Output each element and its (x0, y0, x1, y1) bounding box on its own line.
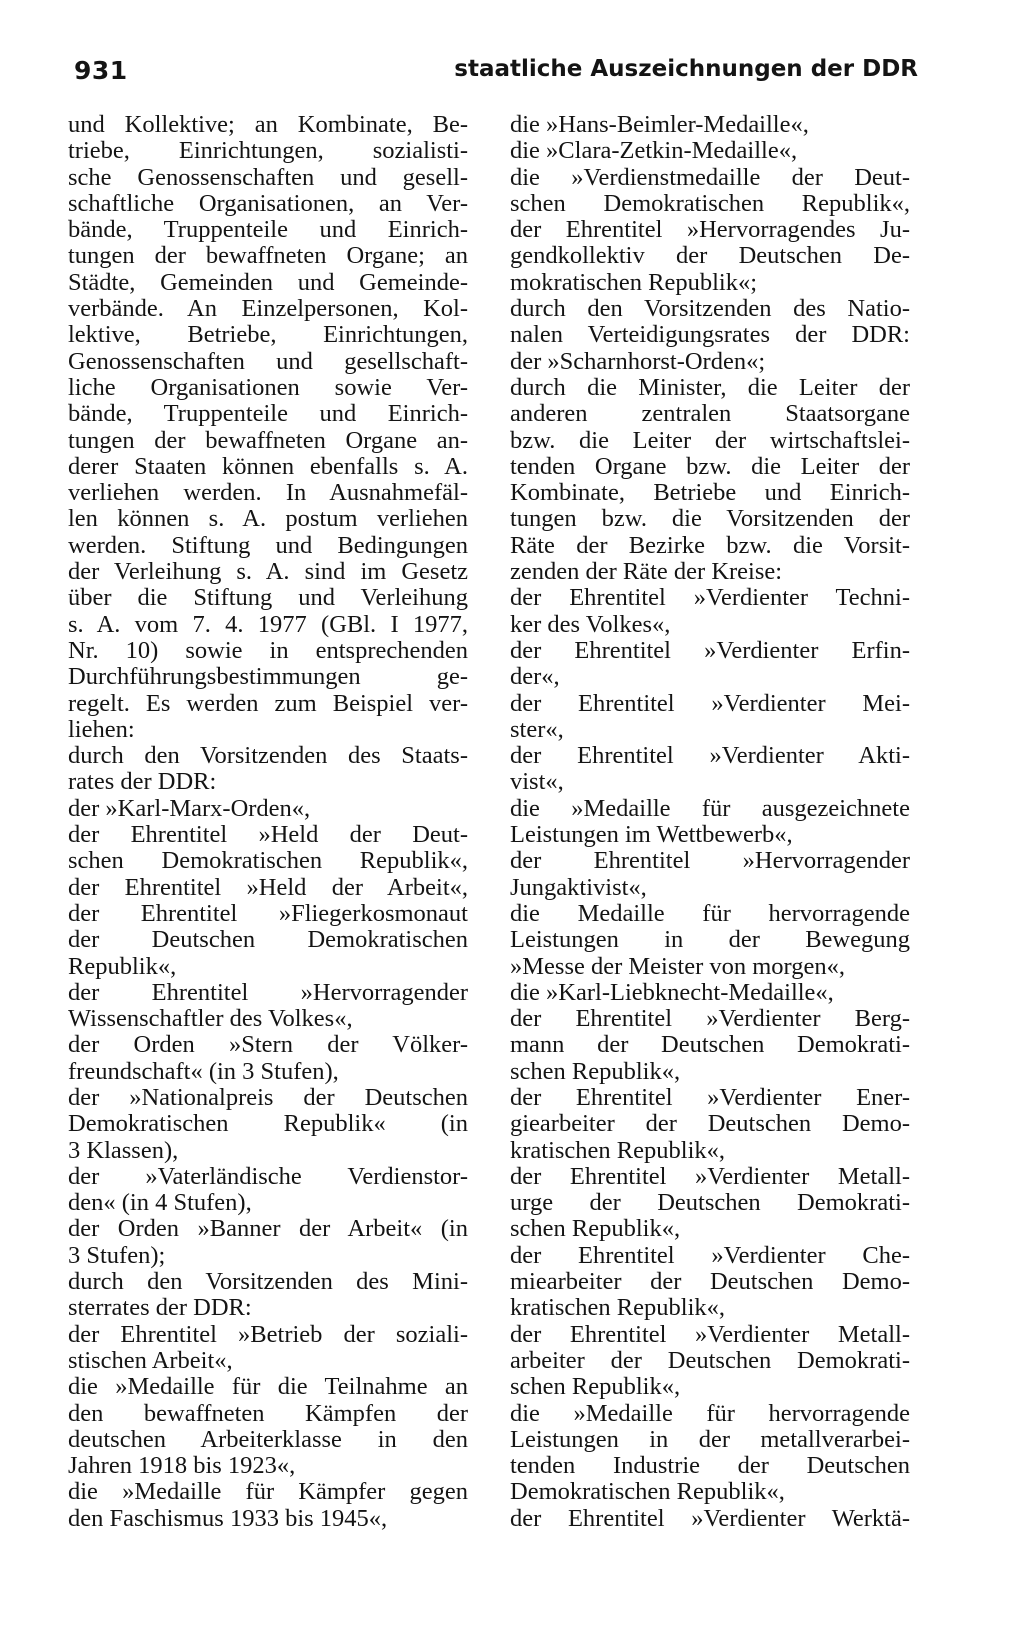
text-line: liehen: (68, 716, 135, 743)
text-line: Durchführungsbestimmungen ge- (68, 664, 468, 691)
text-line: urge der Deutschen Demokrati- (510, 1190, 910, 1217)
text-line: vist«, (510, 769, 564, 796)
text-line: Jungaktivist«, (510, 874, 647, 901)
page-header (74, 56, 918, 92)
text-line: Nr. 10) sowie in entsprechenden (68, 637, 468, 664)
text-line: 3 Klassen), (68, 1137, 179, 1164)
right-text-column (510, 112, 910, 1532)
text-line: Genossenschaften und gesellschaft- (68, 348, 468, 375)
text-line: der Ehrentitel »Verdienter Metall- (510, 1321, 910, 1348)
left-text-column (68, 112, 468, 1532)
text-line: der Ehrentitel »Held der Deut- (68, 822, 468, 849)
text-line: bände, Truppenteile und Einrich- (68, 401, 468, 428)
text-line: über die Stiftung und Verleihung (68, 585, 468, 612)
text-line: den Faschismus 1933 bis 1945«, (68, 1505, 388, 1532)
text-line: verliehen werden. In Ausnahmefäl- (68, 480, 468, 507)
text-line: »Messe der Meister von morgen«, (510, 953, 845, 980)
text-line: Wissenschaftler des Volkes«, (68, 1006, 353, 1033)
text-line: mann der Deutschen Demokrati- (510, 1032, 910, 1059)
text-line: zenden der Räte der Kreise: (510, 559, 783, 586)
text-line: ster«, (510, 716, 564, 743)
text-line: stischen Arbeit«, (68, 1347, 233, 1374)
text-line: schen Republik«, (510, 1058, 681, 1085)
text-line: die »Medaille für Kämpfer gegen (68, 1479, 468, 1506)
text-line: der Ehrentitel »Verdienter Erfin- (510, 637, 910, 664)
text-line: verbände. An Einzelpersonen, Kol- (68, 296, 468, 323)
text-line: liche Organisationen sowie Ver- (68, 374, 468, 401)
text-line: Leistungen in der Bewegung (510, 927, 910, 954)
text-line: miearbeiter der Deutschen Demo- (510, 1269, 910, 1296)
text-line: regelt. Es werden zum Beispiel ver- (68, 690, 468, 717)
text-line: der Ehrentitel »Verdienter Metall- (510, 1163, 910, 1190)
text-line: deutschen Arbeiterklasse in den (68, 1426, 468, 1453)
text-line: tungen bzw. die Vorsitzenden der (510, 506, 910, 533)
text-line: gendkollektiv der Deutschen De- (510, 243, 910, 270)
text-line: der Ehrentitel »Verdienter Ener- (510, 1084, 910, 1111)
text-line: der Ehrentitel »Hervorragender (68, 979, 468, 1006)
text-line: Städte, Gemeinden und Gemeinde- (68, 269, 468, 296)
text-line: schen Republik«, (510, 1374, 681, 1401)
text-line: Demokratischen Republik«, (510, 1479, 785, 1506)
text-line: der«, (510, 664, 560, 691)
text-line: derer Staaten können ebenfalls s. A. (68, 453, 468, 480)
text-line: anderen zentralen Staatsorgane (510, 401, 910, 428)
text-line: Leistungen in der metallverarbei- (510, 1426, 910, 1453)
page-number: 931 (74, 56, 128, 85)
text-line: der Ehrentitel »Betrieb der soziali- (68, 1321, 468, 1348)
text-line: der Ehrentitel »Verdienter Werktä- (510, 1505, 910, 1532)
text-line: tenden Organe bzw. die Leiter der (510, 453, 910, 480)
text-line: der »Karl-Marx-Orden«, (68, 795, 311, 822)
text-line: die »Verdienstmedaille der Deut- (510, 164, 910, 191)
text-line: durch den Vorsitzenden des Staats- (68, 743, 468, 770)
text-line: der »Nationalpreis der Deutschen (68, 1084, 468, 1111)
text-line: den bewaffneten Kämpfen der (68, 1400, 468, 1427)
text-line: bände, Truppenteile und Einrich- (68, 217, 468, 244)
text-line: der Ehrentitel »Verdienter Mei- (510, 690, 910, 717)
text-line: der Ehrentitel »Fliegerkosmonaut (68, 900, 468, 927)
text-line: Räte der Bezirke bzw. die Vorsit- (510, 532, 910, 559)
text-line: die »Karl-Liebknecht-Medaille«, (510, 979, 834, 1006)
text-line: Demokratischen Republik« (in (68, 1111, 468, 1138)
text-line: und Kollektive; an Kombinate, Be- (68, 112, 468, 138)
text-line: freundschaft« (in 3 Stufen), (68, 1058, 339, 1085)
text-line: der »Vaterländische Verdienstor- (68, 1163, 468, 1190)
text-line: der Verleihung s. A. sind im Gesetz (68, 559, 468, 586)
text-line: nalen Verteidigungsrates der DDR: (510, 322, 910, 349)
text-line: triebe, Einrichtungen, sozialisti- (68, 138, 468, 165)
text-line: der »Scharnhorst-Orden«; (510, 348, 766, 375)
text-line: sterrates der DDR: (68, 1295, 252, 1322)
text-line: der Ehrentitel »Verdienter Akti- (510, 743, 910, 770)
text-line: Jahren 1918 bis 1923«, (68, 1453, 296, 1480)
text-line: der Ehrentitel »Hervorragender (510, 848, 910, 875)
text-line: der Ehrentitel »Held der Arbeit«, (68, 874, 468, 901)
text-line: Leistungen im Wettbewerb«, (510, 822, 793, 849)
text-line: Kombinate, Betriebe und Einrich- (510, 480, 910, 507)
text-line: die »Medaille für hervorragende (510, 1400, 910, 1427)
text-line: tungen der bewaffneten Organe an- (68, 427, 468, 454)
text-line: schen Demokratischen Republik«, (510, 190, 910, 217)
text-line: ker des Volkes«, (510, 611, 671, 638)
text-line: der Orden »Stern der Völker- (68, 1032, 468, 1059)
text-line: durch den Vorsitzenden des Natio- (510, 296, 910, 323)
text-line: der Deutschen Demokratischen (68, 927, 468, 954)
text-line: schen Demokratischen Republik«, (68, 848, 468, 875)
text-line: rates der DDR: (68, 769, 217, 796)
text-line: schaftliche Organisationen, an Ver- (68, 190, 468, 217)
text-line: die »Medaille für ausgezeichnete (510, 795, 910, 822)
running-head: staatliche Auszeichnungen der DDR (454, 56, 918, 82)
text-line: 3 Stufen); (68, 1242, 166, 1269)
text-line: durch den Vorsitzenden des Mini- (68, 1269, 468, 1296)
text-line: der Ehrentitel »Verdienter Che- (510, 1242, 910, 1269)
text-line: giearbeiter der Deutschen Demo- (510, 1111, 910, 1138)
text-line: kratischen Republik«, (510, 1295, 726, 1322)
text-line: der Ehrentitel »Verdienter Berg- (510, 1006, 910, 1033)
text-line: der Ehrentitel »Verdienter Techni- (510, 585, 910, 612)
text-line: die Medaille für hervorragende (510, 900, 910, 927)
text-line: Republik«, (68, 953, 177, 980)
text-line: lektive, Betriebe, Einrichtungen, (68, 322, 468, 349)
text-line: sche Genossenschaften und gesell- (68, 164, 468, 191)
text-line: tungen der bewaffneten Organe; an (68, 243, 468, 270)
text-line: die »Clara-Zetkin-Medaille«, (510, 138, 798, 165)
text-line: len können s. A. postum verliehen (68, 506, 468, 533)
text-line: s. A. vom 7. 4. 1977 (GBl. I 1977, (68, 611, 468, 638)
text-line: der Orden »Banner der Arbeit« (in (68, 1216, 468, 1243)
text-line: die »Hans-Beimler-Medaille«, (510, 112, 809, 138)
text-line: die »Medaille für die Teilnahme an (68, 1374, 468, 1401)
text-line: der Ehrentitel »Hervorragendes Ju- (510, 217, 910, 244)
text-line: kratischen Republik«, (510, 1137, 726, 1164)
text-line: bzw. die Leiter der wirtschaftslei- (510, 427, 910, 454)
text-line: schen Republik«, (510, 1216, 681, 1243)
text-line: arbeiter der Deutschen Demokrati- (510, 1347, 910, 1374)
text-line: durch die Minister, die Leiter der (510, 374, 910, 401)
text-line: werden. Stiftung und Bedingungen (68, 532, 468, 559)
text-line: mokratischen Republik«; (510, 269, 757, 296)
text-line: den« (in 4 Stufen), (68, 1190, 252, 1217)
text-line: tenden Industrie der Deutschen (510, 1453, 910, 1480)
